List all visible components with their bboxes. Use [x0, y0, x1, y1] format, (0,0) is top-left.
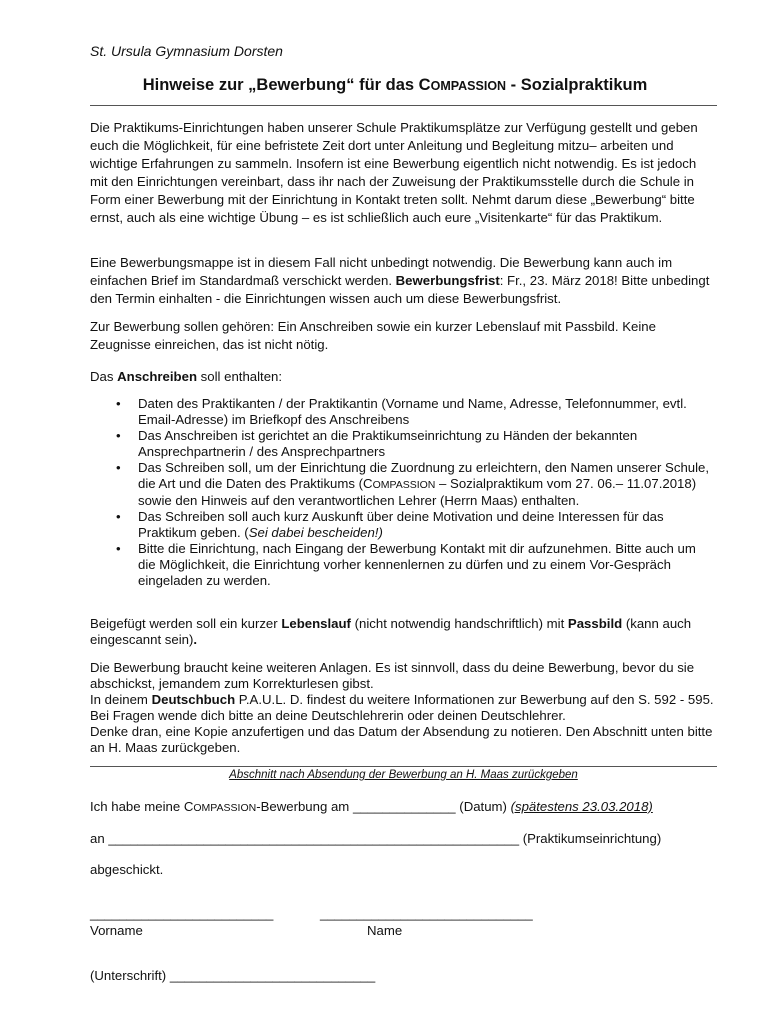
form-date-text-b: -Bewerbung am ______________ (Datum)	[256, 799, 511, 814]
closing-line-1: Die Bewerbung braucht keine weiteren Anlagen. Es ist sinnvoll, dass du deine Bewerbung, bevor du sie abschickst, jemandem zum Korrekturlesen gibst.	[90, 660, 695, 691]
cover-letter-text-a: Das	[90, 369, 118, 384]
deadline-paragraph	[90, 254, 715, 308]
list-item	[90, 541, 715, 589]
cover-letter-text-b: soll enthalten:	[197, 369, 283, 384]
list-item	[90, 428, 715, 460]
form-deadline: (spätestens 23.03.2018)	[510, 799, 653, 814]
cut-section-label: Abschnitt nach Absendung der Bewerbung an H. Maas zurückgeben	[229, 769, 578, 781]
cv-text-a: Beigefügt werden soll ein kurzer	[90, 616, 282, 631]
bullet-icon: •	[116, 509, 121, 524]
cut-divider	[90, 766, 717, 767]
school-name: St. Ursula Gymnasium Dorsten	[90, 43, 283, 59]
cover-letter-intro	[90, 368, 715, 386]
list-item	[90, 396, 715, 428]
list-item-text: Das Schreiben soll auch kurz Auskunft über deine Motivation und deine Interessen für das Praktikum geben. (	[138, 509, 664, 540]
closing-paragraph	[90, 660, 715, 756]
form-blank-firstname: _________________________	[90, 906, 274, 921]
cv-label: Lebenslauf	[281, 616, 351, 631]
closing-line-3: Denke dran, eine Kopie anzufertigen und das Datum der Absendung zu notieren. Den Abschnitt unten bitte an H. Maas zurückgeben.	[90, 724, 713, 755]
cv-text-b: (nicht notwendig handschriftlich) mit	[350, 616, 568, 631]
form-line-sent: abgeschickt.	[90, 862, 164, 877]
page-title	[90, 76, 700, 95]
form-signature-line: (Unterschrift) ____________________________	[90, 968, 376, 983]
photo-label: Passbild	[567, 616, 623, 631]
cv-text-c: (kann auch eingescannt sein)	[90, 616, 692, 647]
textbook-label: Deutschbuch	[151, 692, 236, 707]
intro-paragraph: Die Praktikums-Einrichtungen haben unserer Schule Praktikumsplätze zur Verfügung gestellt und geben euch die Möglichkeit, für eine befristete Zeit dort unter Anleitung und Begleitung mitzu– arbeiten und wichtige Erfahrungen zu sammeln. Insofern ist eine Bewerbung eigentlich nicht notwendig. Es ist jedoch mit den Einrichtungen vereinbart, dass ihr nach der Zuweisung der Praktikumsstelle durch die Schule in Form einer Bewerbung mit der Einrichtung in Kontakt treten sollt. Nehmt darum diese „Bewerbung“ bitte ernst, auch als eine wichtige Übung – es ist schließlich auch eure „Visitenkarte“ für das Praktikum.	[90, 120, 698, 225]
title-pre: Hinweise zur „Bewerbung“ für das C	[142, 76, 431, 94]
title-divider	[90, 105, 717, 106]
bullet-icon: •	[116, 396, 121, 411]
bullet-icon: •	[116, 428, 121, 443]
cv-paragraph	[90, 616, 715, 648]
cover-letter-label: Anschreiben	[117, 369, 198, 384]
bullet-icon: •	[116, 541, 121, 556]
list-item	[90, 509, 715, 541]
form-label-lastname: Name	[367, 923, 403, 938]
cover-letter-list	[90, 396, 715, 589]
deadline-label: Bewerbungsfrist	[395, 273, 500, 288]
contents-paragraph: Zur Bewerbung sollen gehören: Ein Anschreiben sowie ein kurzer Lebenslauf mit Passbild. Keine Zeugnisse einreichen, das ist nicht nötig.	[90, 319, 656, 352]
form-line-institution: an ________________________________________________________ (Praktikumseinrichtung)	[90, 831, 662, 846]
form-line-date	[90, 799, 653, 814]
list-item-text: Daten des Praktikanten / der Praktikantin (Vorname und Name, Adresse, Telefonnummer, evtl. Email-Adresse) im Briefkopf des Anschreibens	[138, 396, 687, 427]
list-item-italic: Sei dabei bescheiden!)	[248, 525, 383, 540]
list-item-text: Das Schreiben soll, um der Einrichtung die Zuordnung zu erleichtern, den Namen unserer Schule, die Art und die Daten des Praktikums (C	[138, 460, 710, 491]
closing-text-b: P.A.U.L. D. findest du weitere Informationen zur Bewerbung auf den S. 592 - 595. Bei Fragen wende dich bitte an deine Deutschlehrerin oder deinen Deutschlehrer.	[90, 692, 714, 723]
list-item-text-cont: – Sozialpraktikum vom 27. 06.– 11.07.2018) sowie den Hinweis auf den verantwortlichen Lehrer (Herrn Maas) enthalten.	[138, 476, 697, 508]
form-date-smallcaps: OMPASSION	[193, 802, 257, 814]
list-item-text: Bitte die Einrichtung, nach Eingang der Bewerbung Kontakt mit dir aufzunehmen. Bitte auch um die Möglichkeit, die Einrichtung vorher kennenlernen zu dürfen und zu einem Vor-Gespräch eingeladen zu werden.	[138, 541, 696, 588]
form-date-text-a: Ich habe meine C	[90, 799, 194, 814]
list-item-text: Das Anschreiben ist gerichtet an die Praktikumseinrichtung zu Händen der bekannten Ansprechpartnerin / des Ansprechpartners	[138, 428, 638, 459]
form-blank-lastname: _____________________________	[320, 906, 533, 921]
closing-line-2	[90, 692, 715, 724]
cv-dot: .	[193, 632, 198, 647]
deadline-text-b: : Fr., 23. März 2018! Bitte unbedingt den Termin einhalten - die Einrichtungen wissen auch um diese Bewerbungsfrist.	[90, 273, 710, 306]
bullet-icon: •	[116, 460, 121, 475]
deadline-text-a: Eine Bewerbungsmappe ist in diesem Fall nicht unbedingt notwendig. Die Bewerbung kann auch im einfachen Brief im Standardmaß verschickt werden.	[90, 255, 673, 288]
closing-text-a: In deinem	[90, 692, 152, 707]
form-label-firstname: Vorname	[90, 923, 143, 938]
title-post: - Sozialpraktikum	[506, 76, 648, 94]
title-smallcaps: OMPASSION	[430, 79, 507, 93]
list-item-smallcaps: OMPASSION	[372, 479, 436, 491]
list-item	[90, 460, 715, 509]
